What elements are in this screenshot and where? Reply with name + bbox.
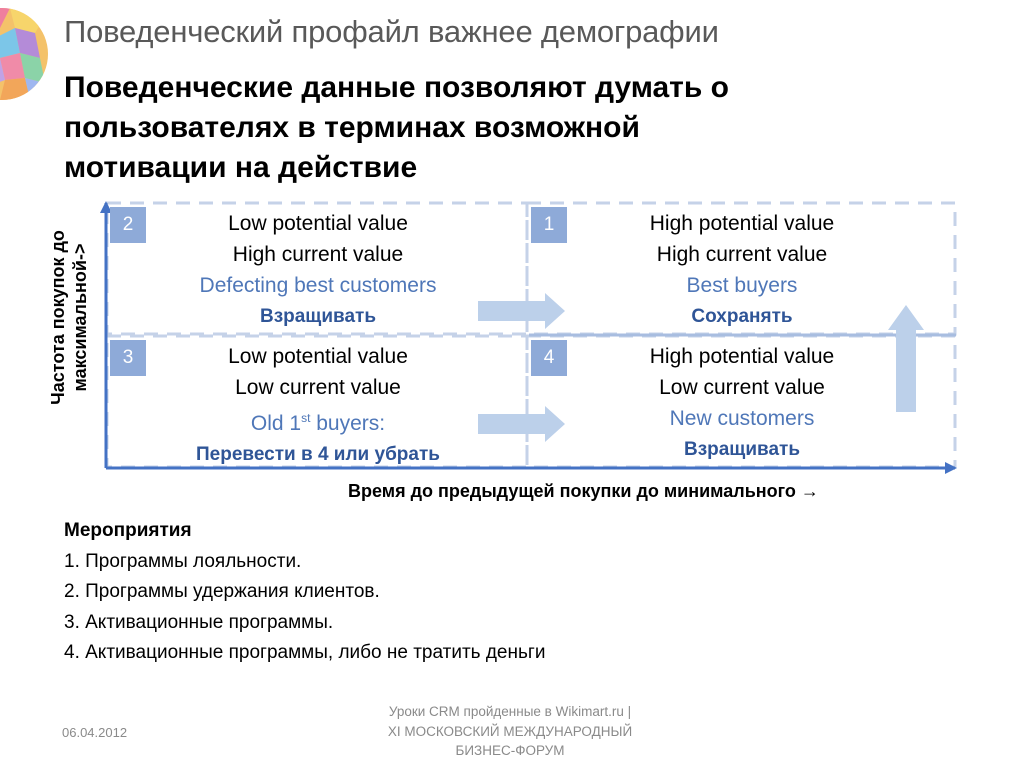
list-item: 2. Программы удержания клиентов. [64,581,380,602]
segment-name: Best buyers [686,274,798,297]
segment-action: Взращивать [259,306,377,327]
quadrant-1-badge: 1 [531,207,567,243]
subtitle-line: пользователях в терминах возможной [64,111,640,144]
measures-title: Мероприятия [64,520,192,541]
list-item: 1. Программы лояльности. [64,550,302,572]
arrow-up [888,305,924,412]
slide-title: Поведенческий профайл важнее демографии [64,14,719,49]
arrow-right-top [478,293,565,329]
quadrant-4-text: High potential value Low current value New customers Взращивать [592,341,892,465]
quadrant-2-badge: 2 [110,207,146,243]
quadrant-4-badge: 4 [531,340,567,376]
segment-name: New customers [669,407,815,430]
segment-action: Перевести в 4 или убрать [196,444,440,465]
quadrant-2-text: Low potential value High current value Defecting best customers Взращивать [168,208,468,332]
list-item: 4. Активационные программы, либо не тратить деньги [64,642,546,663]
subtitle-line: мотивации на действие [64,151,418,184]
arrow-right-bottom [478,406,565,442]
y-axis-label: Частота покупок до максимальной-> [48,230,90,405]
arrow-right-icon: → [800,481,819,501]
x-axis-label: Время до предыдущей покупки до минимального → [348,481,819,501]
quadrant-3-badge: 3 [110,340,146,376]
quadrant-3-text: Low potential value Low current value Old 1st buyers: Перевести в 4 или убрать [168,341,468,470]
segment-name: Old 1st buyers: [250,411,386,435]
segment-action: Взращивать [683,439,801,460]
footer-date: 06.04.2012 [62,725,128,740]
list-item: 3. Активационные программы. [64,611,334,633]
segment-name: Defecting best customers [199,274,437,297]
segment-action: Сохранять [691,306,793,327]
subtitle-line: Поведенческие данные позволяют думать о [64,71,729,104]
quadrant-1-text: High potential value High current value Best buyers Сохранять [592,208,892,332]
footer-note: Уроки CRM пройденные в Wikimart.ru | XI МОСКОВСКИЙ МЕЖДУНАРОДНЫЙ БИЗНЕС-ФОРУМ [387,704,633,758]
measures-list [64,516,545,669]
